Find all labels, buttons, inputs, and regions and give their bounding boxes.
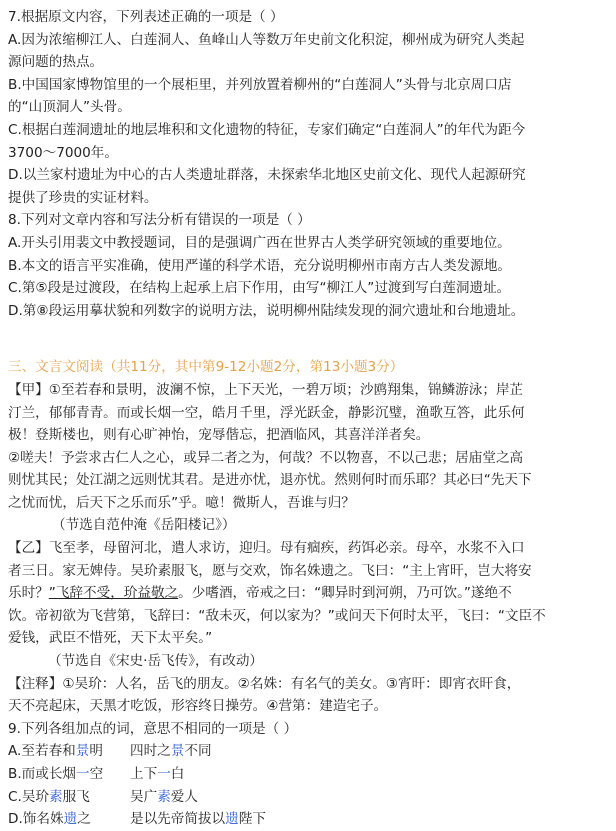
q7-option-a-line1: A.因为浓缩柳江人、白莲洞人、鱼峰山人等数万年史前文化积淀，柳州成为研究人类起 [8,31,525,48]
yi-line4: 饮。帝初欲为飞营第，飞辞曰：“敌未灭，何以家为？”或问天下何时太平，飞曰：“文臣不 [8,607,546,624]
q8-option-a: A.开头引用裴文中教授题词，目的是强调广西在世界古人类学研究领域的重要地位。 [8,234,511,251]
yi-line3-post: 。少嗜酒，帝戒之曰：“卿异时到河朔，乃可饮。”遂绝不 [178,585,512,602]
q9-b-right: 上下一白 [130,766,185,782]
jia-para1-line3: 极！登斯楼也，则有心旷神怡，宠辱偕忘，把酒临风，其喜洋洋者矣。 [8,427,430,444]
q7-option-b-line1: B.中国国家博物馆里的一个展柜里，并列放置着柳州的“白莲洞人”头骨与北京周口店 [8,76,512,93]
yi-line3 [8,582,608,605]
q8-stem: 8.下列对文章内容和写法分析有错误的一项是（ ） [8,212,311,229]
q9-b-left: B.而或长烟一空 [8,766,104,782]
section-three-title: 三、文言文阅读（共11分，其中第9-12小题2分，第13小题3分） [8,359,404,376]
q9-a-right: 四时之景不同 [130,743,212,760]
q9-b-left-highlight: 一 [76,766,90,782]
q7-stem: 7.根据原文内容，下列表述正确的一项是（ ） [8,9,284,25]
q9-d-right-highlight: 遗 [225,811,239,828]
q7-option-c-line1: C.根据白莲洞遗址的地层堆积和文化遗物的特征，专家们确定“白莲洞人”的年代为距今 [8,121,526,138]
q8-option-d: D.第⑧段运用摹状貌和列数字的说明方法，说明柳州陆续发现的洞穴遗址和台地遗址。 [8,302,525,319]
yi-line1: 【乙】飞至孝，母留河北，遣人求访，迎归。母有痼疾，药饵必亲。母卒，水浆不入口 [8,540,525,557]
q7-option-b-line2: 的“山顶洞人”头骨。 [8,99,131,116]
notes-line2: 天不亮起床，天黑才吃饭，形容终日操劳。④营第：建造宅子。 [8,698,388,715]
q9-option-a [8,740,608,763]
jia-para1-line2: 汀兰，郁郁青青。而或长烟一空，皓月千里，浮光跃金，静影沉璧，渔歌互答，此乐何 [8,404,525,421]
yi-line5: 爱钱，武臣不惜死，天下太平矣。” [8,630,213,647]
q9-a-left: A.至若春和景明 [8,743,103,760]
q9-c-right-highlight: 素 [157,788,171,805]
yi-line3-pre: 乐时？ [8,585,49,602]
jia-para1-line1: 【甲】①至若春和景明，波澜不惊，上下天光，一碧万顷；沙鸥翔集，锦鳞游泳；岸芷 [8,381,524,398]
yi-line2: 者三日。家无婢侍。吴玠素服飞，愿与交欢，饰名姝遗之。飞曰：“主上宵旰，岂大将安 [8,562,532,579]
notes-line1: 【注释】①吴玠：人名，岳飞的朋友。②名姝：有名气的美女。③宵旰：即宵衣旰食， [8,675,521,692]
yi-underlined-sentence: ”飞辞不受，玠益敬之 [48,585,179,602]
q7-option-a-line2: 源问题的热点。 [8,54,104,71]
q9-c-right: 吴广素爱人 [130,788,198,805]
q9-option-b [8,763,608,786]
q9-stem: 9.下列各组加点的词，意思不相同的一项是（ ） [8,720,298,737]
q7-option-d-line2: 提供了珍贵的实证材料。 [8,189,158,206]
q9-a-left-highlight: 景 [75,743,90,760]
q9-b-right-highlight: 一 [157,766,171,782]
q7-option-d-line1: D.以兰家村遗址为中心的古人类遗址群落，未探索华北地区史前文化、现代人起源研究 [8,167,526,184]
q9-d-left: D.饰名姝遗之 [8,811,91,828]
q9-c-left: C.吴玠素服飞 [8,788,90,805]
jia-para2-line2: 则忧其民；处江湖之远则忧其君。是进亦忧，退亦忧。然则何时而乐耶？其必曰“先天下 [8,472,532,489]
q7-option-c-line2: 3700～7000年。 [8,144,118,161]
section-gap [8,322,608,356]
q9-a-right-highlight: 景 [170,743,185,760]
q8-option-b: B.本文的语言平实准确，使用严谨的科学术语，充分说明柳州市南方古人类发源地。 [8,257,512,274]
q9-option-d [8,808,608,831]
yi-source: （节选自《宋史·岳飞传》，有改动） [48,653,264,670]
q9-d-right: 是以先帝简拔以遗陛下 [130,811,266,828]
jia-source: （节选自范仲淹《岳阳楼记》） [52,517,236,534]
q9-c-left-highlight: 素 [49,788,63,805]
jia-para2-line3: 之忧而忧，后天下之乐而乐”乎。噫！微斯人，吾谁与归？ [8,494,355,511]
q8-option-c: C.第⑤段是过渡段，在结构上起承上启下作用，由写“柳江人”过渡到写白莲洞遗址。 [8,280,511,297]
jia-para2-line1: ②嗟夫！予尝求古仁人之心，或异二者之为，何哉？不以物喜，不以己悲；居庙堂之高 [8,449,524,466]
q9-d-left-highlight: 遗 [63,811,78,828]
